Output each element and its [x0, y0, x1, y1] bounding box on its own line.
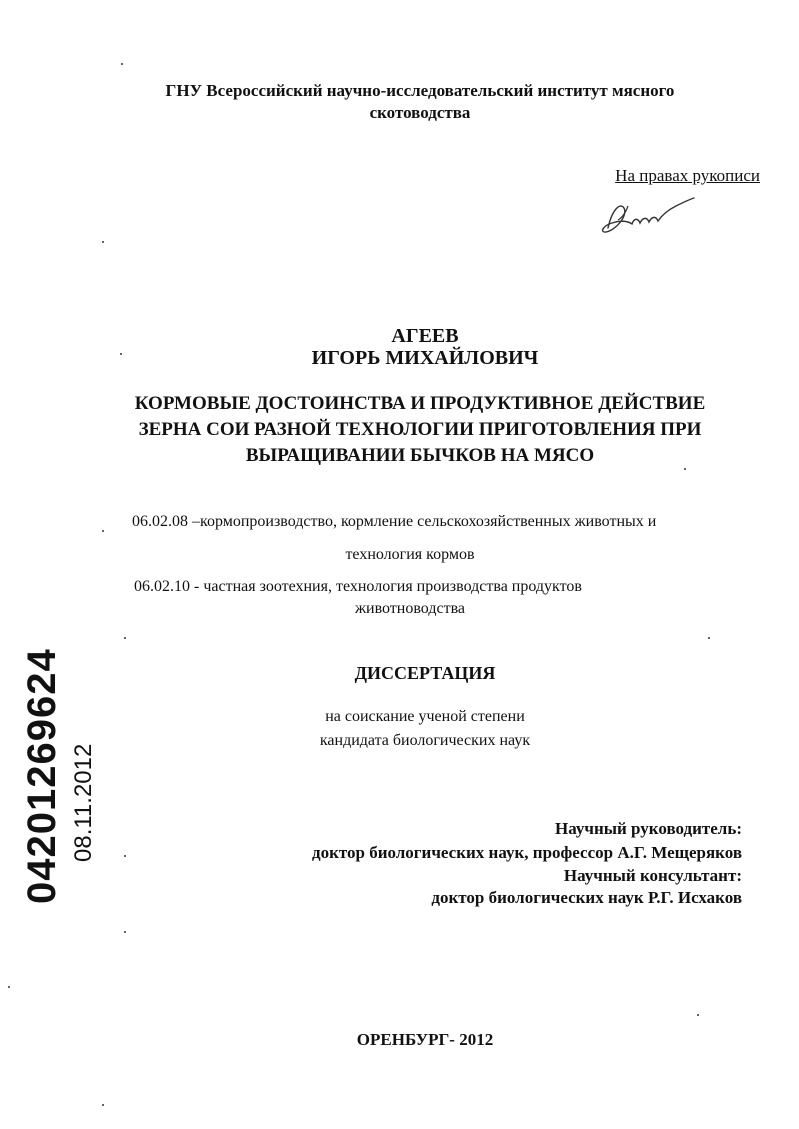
- specialty-1-line-1: 06.02.08 –кормопроизводство, кормление сельскохозяйственных животных и: [132, 513, 657, 530]
- institute-line-1: ГНУ Всероссийский научно-исследовательский институт мясного: [165, 81, 675, 100]
- scan-speck: [120, 353, 122, 355]
- degree-line-1: на соискание ученой степени: [325, 708, 525, 725]
- specialty-2-line-1: 06.02.10 - частная зоотехния, технология производства продуктов: [134, 578, 582, 595]
- scan-speck: [121, 63, 123, 65]
- author-surname: АГЕЕВ: [391, 325, 459, 347]
- consultant-name: доктор биологических наук Р.Г. Исхаков: [431, 888, 742, 907]
- library-stamp-date: 08.11.2012: [70, 743, 97, 862]
- supervisor-name: доктор биологических наук, профессор А.Г. Мещеряков: [311, 843, 742, 862]
- scan-speck: [124, 637, 126, 639]
- scan-speck: [124, 855, 126, 857]
- supervisor-label: Научный руководитель:: [555, 819, 742, 838]
- institute-line-2: скотоводства: [369, 103, 471, 122]
- library-stamp-number: 04201269624: [20, 648, 64, 904]
- institute-name: [100, 80, 740, 124]
- scan-speck: [8, 986, 10, 988]
- author-given-names: ИГОРЬ МИХАЙЛОВИЧ: [311, 347, 539, 369]
- scan-speck: [684, 468, 686, 470]
- document-type: ДИССЕРТАЦИЯ: [354, 663, 496, 683]
- thesis-title-line: КОРМОВЫЕ ДОСТОИНСТВА И ПРОДУКТИВНОЕ ДЕЙСТВИЕ: [134, 393, 706, 414]
- scan-speck: [102, 241, 104, 243]
- scan-speck: [102, 1104, 104, 1106]
- specialty-1-line-2: технология кормов: [345, 546, 475, 563]
- thesis-title: [90, 391, 750, 469]
- degree-line-2: кандидата биологических наук: [319, 732, 531, 749]
- specialty-2-line-2: животноводства: [354, 600, 466, 617]
- manuscript-rights-note: На правах рукописи: [615, 166, 760, 185]
- signature-image: [598, 190, 698, 242]
- thesis-title-line: ВЫРАЩИВАНИИ БЫЧКОВ НА МЯСО: [245, 445, 595, 466]
- consultant-label: Научный консультант:: [563, 866, 742, 885]
- scan-speck: [708, 637, 710, 639]
- scan-speck: [124, 931, 126, 933]
- thesis-title-line: ЗЕРНА СОИ РАЗНОЙ ТЕХНОЛОГИИ ПРИГОТОВЛЕНИЯ ПРИ: [138, 419, 702, 440]
- city-year: ОРЕНБУРГ- 2012: [356, 1030, 494, 1049]
- scan-speck: [102, 530, 104, 532]
- scan-speck: [697, 1014, 699, 1016]
